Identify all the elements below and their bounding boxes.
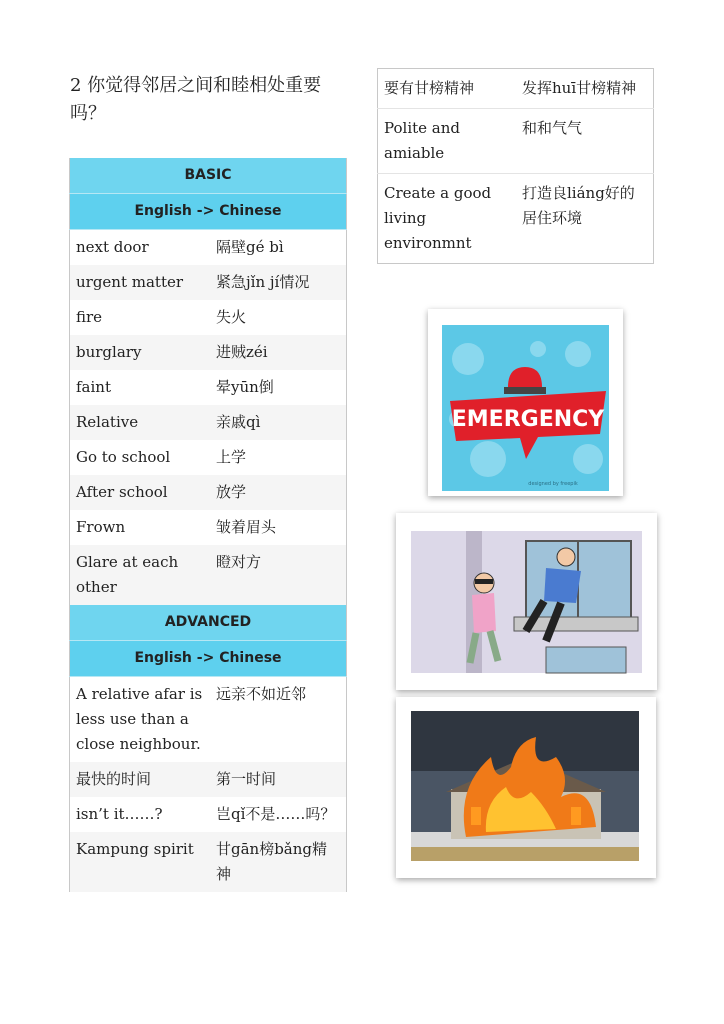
chinese-term: 紧急jǐn jí情况: [210, 265, 347, 300]
basic-subheader-text: English -> Chinese: [70, 194, 347, 230]
english-term: Relative: [70, 405, 211, 440]
vocab-table: [69, 158, 347, 892]
basic-header: [70, 158, 347, 194]
chinese-term: 和和气气: [516, 109, 654, 174]
table-row: [70, 300, 347, 335]
burglary-image: [396, 513, 657, 690]
chinese-term: 瞪对方: [210, 545, 347, 605]
english-term: burglary: [70, 335, 211, 370]
chinese-term: 打造良liáng好的居住环境: [516, 174, 654, 264]
english-term: 最快的时间: [70, 762, 211, 797]
fire-image: [396, 697, 656, 878]
chinese-term: 上学: [216, 448, 247, 466]
table-row: [70, 440, 347, 475]
chinese-term: 进贼zéi: [210, 335, 347, 370]
chinese-term: 岂qǐ不是……吗？: [216, 805, 336, 823]
advanced-header-text: ADVANCED: [70, 605, 347, 641]
english-term: A relative afar is less use than a close neighbour.: [76, 685, 203, 753]
english-term: Go to school: [76, 448, 171, 466]
emergency-sign-text: EMERGENCY: [451, 407, 605, 432]
table-row: [70, 797, 347, 832]
advanced-subheader: [70, 641, 347, 677]
page-title: 2 你觉得邻居之间和睦相处重要吗？: [70, 75, 322, 124]
basic-header-text: BASIC: [70, 158, 347, 194]
chinese-term: 失火: [216, 308, 247, 326]
table-row: [70, 510, 347, 545]
table-row: [70, 335, 347, 370]
english-term: faint: [76, 378, 111, 396]
chinese-term: 第一时间: [210, 762, 347, 797]
advanced-subheader-text: English -> Chinese: [70, 641, 347, 677]
table-row: [70, 677, 347, 763]
table-row: [70, 265, 347, 300]
english-term: Polite and amiable: [378, 109, 517, 174]
english-term: 要有甘榜精神: [384, 79, 475, 97]
english-term: Glare at each other: [70, 545, 211, 605]
table-row: [378, 174, 654, 264]
table-row: [70, 545, 347, 605]
table-row: [378, 69, 654, 109]
chinese-term: 发挥huī甘榜精神: [522, 79, 637, 97]
table-row: [70, 832, 347, 892]
chinese-term: 晕yūn倒: [216, 378, 274, 396]
english-term: Kampung spirit: [70, 832, 211, 892]
english-term: Create a good living environmnt: [378, 174, 517, 264]
chinese-term: 放学: [210, 475, 347, 510]
table-row: [70, 230, 347, 266]
chinese-term: 皱着眉头: [216, 518, 277, 536]
table-row: [70, 762, 347, 797]
english-term: urgent matter: [70, 265, 211, 300]
chinese-term: 远亲不如近邻: [216, 685, 307, 703]
emergency-image: [428, 309, 623, 496]
table-row: [70, 405, 347, 440]
table-row: [70, 475, 347, 510]
chinese-term: 隔壁gé bì: [216, 238, 284, 256]
english-term: next door: [76, 238, 149, 256]
english-term: fire: [76, 308, 103, 326]
chinese-term: 亲戚qì: [210, 405, 347, 440]
english-term: After school: [70, 475, 211, 510]
english-term: Frown: [76, 518, 126, 536]
advanced-header: [70, 605, 347, 641]
table-row: [70, 370, 347, 405]
chinese-term: 甘gān榜bǎng精神: [210, 832, 347, 892]
table-row: [378, 109, 654, 174]
basic-subheader: [70, 194, 347, 230]
side-vocab-table: [377, 68, 654, 264]
image-credit: designed by freepik: [528, 481, 578, 487]
english-term: isn’t it……?: [76, 805, 163, 823]
